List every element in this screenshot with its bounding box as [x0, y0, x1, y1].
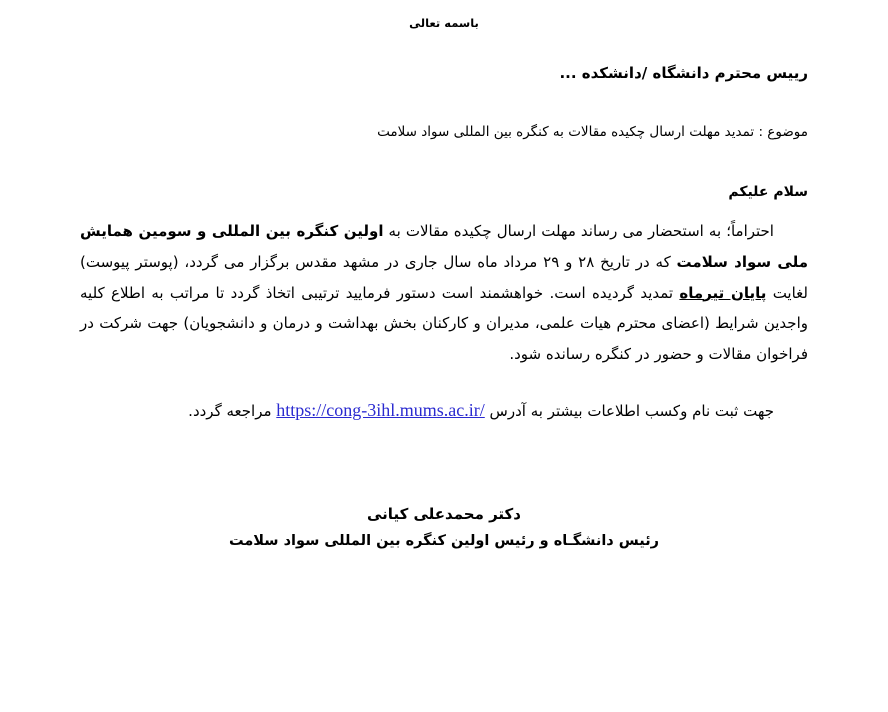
body-paragraph-2 [60, 392, 828, 428]
subject-line: موضوع : تمدید مهلت ارسال چکیده مقالات به کنگره بین المللی سواد سلامت [377, 124, 808, 140]
paragraph-1-bold-congress-name: اولین کنگره بین المللی و سومین همایش ملی سواد سلامت [80, 222, 808, 271]
registration-link[interactable]: https://cong-3ihl.mums.ac.ir/ [276, 399, 485, 420]
signature-block [60, 500, 828, 556]
signature-name: دکتر محمدعلی کیانی [367, 504, 521, 523]
body-paragraph-1 [60, 216, 828, 370]
paragraph-2-part-2: مراجعه گردد. [188, 401, 277, 420]
paragraph-1-part-1: احتراماً؛ به استحضار می رساند مهلت ارسال چکیده مقالات به [383, 222, 774, 240]
signature-title: رئیس دانشگـاه و رئیس اولین کنگره بین المللی سواد سلامت [228, 533, 660, 550]
paragraph-1-part-3: تمدید گردیده است. خواهشمند است دستور فرمایید ترتیبی اتخاذ گردد تا مراتب به اطلاع کلیه واجدین شرایط (اعضای محترم هیات علمی، مدیران و کارکنان بخش بهداشت و درمان و دانشجویان) جهت شرکت در فراخوان مقالات و حضور در کنگره رسانده شود. [80, 283, 808, 363]
paragraph-1-underline-deadline: پایان تیرماه [679, 283, 767, 302]
addressee-line: ریيس محترم دانشگاه /دانشکده ... [559, 64, 808, 82]
greeting-line: سلام علیکم [728, 184, 808, 200]
paragraph-2-part-1: جهت ثبت نام وکسب اطلاعات بیشتر به آدرس [484, 401, 774, 420]
paragraph-1-part-2: که در تاریخ ۲۸ و ۲۹ مرداد ماه سال جاری در مشهد مقدس برگزار می گردد، (پوستر پیوست) لغایت [80, 252, 808, 302]
basmalah-heading: باسمه تعالی [409, 16, 479, 30]
